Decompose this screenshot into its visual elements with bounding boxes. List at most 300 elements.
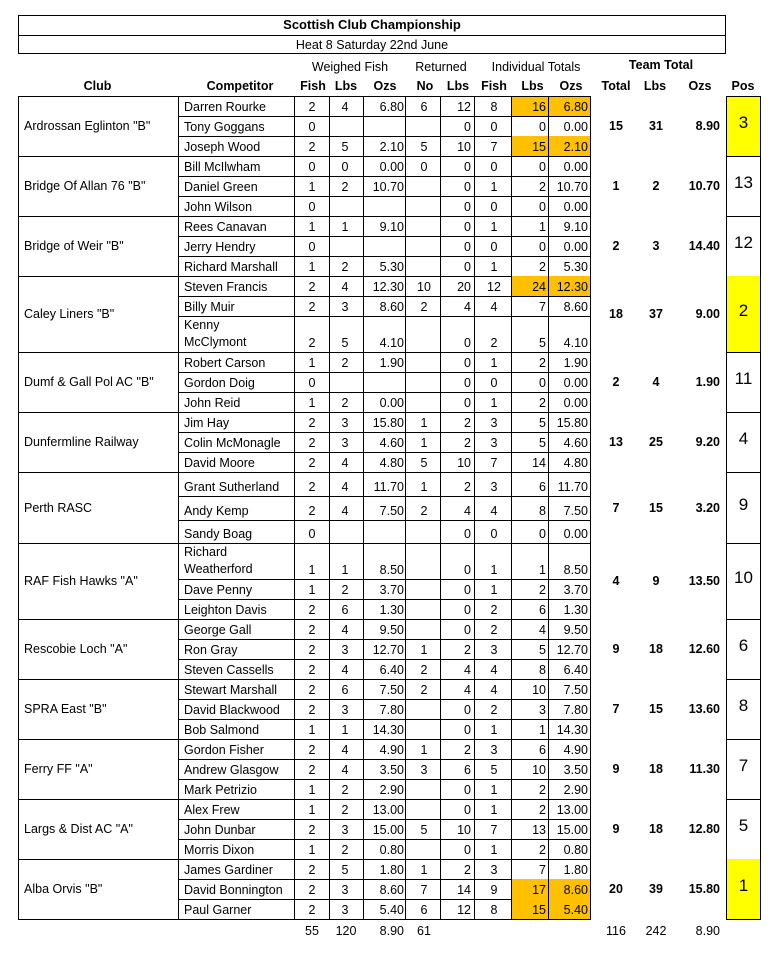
individual-fish: 1 [490,583,498,597]
individual-lbs: 2 [539,356,546,370]
grand-total-no: 61 [417,924,431,938]
returned-no: 0 [420,160,428,174]
individual-ozs: 4.90 [563,743,588,757]
weighed-lbs: 4 [341,623,349,637]
team-total-fish: 2 [612,239,620,253]
row-divider [178,236,590,237]
individual-fish: 7 [490,823,498,837]
position: 7 [738,756,749,775]
row-divider [178,759,590,760]
competitor-name: Morris Dixon [184,843,255,857]
row-divider [178,256,590,257]
returned-lbs: 0 [464,260,471,274]
header-team-total: Team Total [628,58,694,72]
row-divider [178,116,590,117]
club-divider [18,859,591,860]
team-total-ozs: 10.70 [688,179,720,193]
individual-lbs: 1 [539,563,546,577]
column-divider [474,96,475,920]
team-total-lbs: 18 [649,642,663,656]
column-divider [363,96,364,920]
team-total-ozs: 12.80 [688,822,720,836]
weighed-lbs: 3 [341,903,349,917]
row-divider [178,196,590,197]
club-name: Perth RASC [24,500,93,515]
returned-no: 2 [420,663,428,677]
team-total-ozs: 14.40 [688,239,720,253]
weighed-lbs: 1 [341,563,349,577]
team-total-lbs: 37 [649,307,663,321]
team-total-lbs: 25 [649,435,663,449]
weighed-ozs: 7.50 [379,683,404,697]
header-total: Total [601,79,631,93]
weighed-ozs: 1.80 [379,863,404,877]
individual-lbs: 0 [539,120,546,134]
header-lbs-team: Lbs [643,79,667,93]
weighed-fish: 2 [308,643,316,657]
weighed-lbs: 5 [341,336,349,350]
header-ozs: Ozs [373,79,397,93]
weighed-lbs: 4 [341,743,349,757]
competitor-name: David Bonnington [184,883,283,897]
individual-ozs: 1.90 [563,356,588,370]
header-lbs-ind: Lbs [521,79,544,93]
pos-divider [726,156,761,157]
sheet-title: Scottish Club Championship [283,17,461,32]
individual-fish: 0 [490,200,498,214]
returned-lbs: 4 [464,683,471,697]
team-total-lbs: 15 [649,500,663,515]
row-divider [178,452,590,453]
returned-no: 3 [420,763,428,777]
grand-total-ozs: 8.90 [379,924,404,938]
returned-lbs: 10 [457,140,471,154]
individual-ozs: 9.10 [563,220,588,234]
competitor-name: Ron Gray [184,643,238,657]
team-total-lbs: 2 [652,179,660,193]
weighed-fish: 0 [308,120,316,134]
returned-lbs: 4 [464,504,471,518]
row-divider [178,392,590,393]
weighed-fish: 2 [308,623,316,637]
weighed-ozs: 2.90 [379,783,404,797]
weighed-ozs: 4.60 [379,436,404,450]
competitor-name: Sandy Boag [184,527,253,541]
row-divider [178,520,590,521]
returned-lbs: 0 [464,356,471,370]
weighed-ozs: 0.00 [379,160,404,174]
individual-ozs: 0.00 [563,527,588,541]
individual-fish: 3 [490,416,498,430]
weighed-fish: 2 [308,436,316,450]
individual-fish: 3 [490,643,498,657]
individual-ozs: 6.40 [563,663,588,677]
competitor-name: Alex Frew [184,803,240,817]
individual-lbs: 2 [539,396,546,410]
club-name: Dumf & Gall Pol AC "B" [24,375,154,389]
weighed-ozs: 12.70 [372,643,404,657]
individual-lbs: 6 [539,480,546,494]
individual-lbs: 7 [539,300,546,314]
weighed-fish: 2 [308,416,316,430]
individual-ozs: 7.50 [563,504,588,518]
individual-lbs: 15 [532,903,546,917]
individual-lbs: 4 [539,623,546,637]
individual-fish: 1 [490,220,498,234]
individual-fish: 1 [490,563,498,577]
competitor-name: Steven Francis [184,280,268,294]
individual-fish: 0 [490,376,498,390]
returned-lbs: 0 [464,376,471,390]
weighed-ozs: 8.60 [379,883,404,897]
club-name: RAF Fish Hawks "A" [24,574,138,588]
returned-no: 2 [420,504,428,518]
club-name: Alba Orvis "B" [24,882,103,896]
weighed-lbs: 3 [341,300,349,314]
row-divider [178,639,590,640]
individual-fish: 7 [490,456,498,470]
competitor-name: John Wilson [184,200,253,214]
weighed-fish: 0 [308,376,316,390]
individual-lbs: 0 [539,527,546,541]
team-total-ozs: 1.90 [695,375,720,389]
competitor-name: Billy Muir [184,300,235,314]
competitor-name-2: Weatherford [184,562,253,576]
team-total-lbs: 31 [649,119,663,133]
table-top-border [18,96,591,97]
individual-fish: 1 [490,723,498,737]
competitor-name: David Moore [184,456,255,470]
returned-lbs: 2 [464,480,471,494]
weighed-lbs: 3 [341,883,349,897]
individual-fish: 1 [490,260,498,274]
competitor-name: Paul Garner [184,903,252,917]
returned-lbs: 0 [464,200,471,214]
weighed-lbs: 3 [341,436,349,450]
individual-lbs: 7 [539,863,546,877]
individual-lbs: 1 [539,220,546,234]
individual-ozs: 2.10 [563,140,588,154]
position: 8 [738,696,749,715]
column-divider [511,96,512,920]
club-divider [18,472,591,473]
header-ozs-team: Ozs [688,79,712,93]
grand-team-total: 116 [606,924,626,938]
weighed-ozs: 7.80 [379,703,404,717]
individual-lbs: 24 [532,280,546,294]
club-divider [18,739,591,740]
returned-lbs: 0 [464,563,471,577]
row-divider [178,579,590,580]
returned-no: 6 [420,903,428,917]
weighed-ozs: 14.30 [372,723,404,737]
team-total-ozs: 3.20 [695,500,720,515]
returned-lbs: 4 [464,663,471,677]
individual-lbs: 0 [539,200,546,214]
row-divider [178,819,590,820]
weighed-lbs: 2 [341,396,349,410]
returned-lbs: 0 [464,703,471,717]
competitor-name: Rees Canavan [184,220,267,234]
competitor-name: Grant Sutherland [184,480,280,494]
pos-divider [726,352,761,353]
returned-lbs: 0 [464,527,471,541]
returned-lbs: 2 [464,416,471,430]
individual-lbs: 3 [539,703,546,717]
individual-lbs: 2 [539,843,546,857]
individual-ozs: 8.50 [563,563,588,577]
competitor-name: Gordon Fisher [184,743,264,757]
position: 5 [738,816,749,835]
returned-no: 7 [420,883,428,897]
row-divider [178,372,590,373]
competitor-name: Bill McIlwham [184,160,261,174]
individual-fish: 3 [490,863,498,877]
position: 9 [738,494,749,514]
weighed-lbs: 6 [341,683,349,697]
individual-lbs: 17 [532,883,546,897]
weighed-fish: 2 [308,140,316,154]
club-name: Dunfermline Railway [24,435,139,449]
individual-ozs: 11.70 [557,480,588,494]
weighed-lbs: 2 [341,260,349,274]
team-total-fish: 20 [609,882,623,896]
team-total-fish: 18 [609,307,623,321]
column-divider [178,96,179,920]
team-total-fish: 13 [609,435,623,449]
competitor-name: Daniel Green [184,180,258,194]
returned-lbs: 0 [464,803,471,817]
returned-no: 6 [420,100,428,114]
returned-no: 1 [420,480,428,494]
weighed-ozs: 13.00 [372,803,404,817]
returned-lbs: 0 [464,583,471,597]
weighed-fish: 2 [308,663,316,677]
competitor-name: Kenny [184,318,220,332]
weighed-ozs: 7.50 [379,504,404,518]
returned-lbs: 10 [457,456,471,470]
competitor-name: Jim Hay [184,416,230,430]
returned-no: 1 [420,743,428,757]
competitor-name: Andrew Glasgow [184,763,279,777]
individual-lbs: 0 [539,240,546,254]
team-total-fish: 1 [612,179,620,193]
competitor-name: Darren Rourke [184,100,266,114]
individual-ozs: 5.30 [563,260,588,274]
individual-ozs: 0.00 [563,160,588,174]
row-divider [178,699,590,700]
weighed-fish: 0 [308,240,316,254]
weighed-fish: 2 [308,703,316,717]
club-name: SPRA East "B" [24,702,107,716]
weighed-ozs: 12.30 [372,280,404,294]
individual-fish: 1 [490,803,498,817]
weighed-fish: 1 [308,723,316,737]
individual-lbs: 10 [532,763,546,777]
competitor-name: Steven Cassells [184,663,274,677]
weighed-ozs: 10.70 [372,180,404,194]
team-total-lbs: 4 [652,375,660,389]
column-divider [405,96,406,920]
individual-ozs: 0.00 [563,200,588,214]
team-total-ozs: 13.50 [688,574,720,588]
weighed-fish: 2 [308,903,316,917]
club-divider [18,276,591,277]
grand-team-lbs: 242 [645,924,667,938]
weighed-fish: 2 [308,603,316,617]
individual-fish: 0 [490,240,498,254]
weighed-fish: 2 [308,280,316,294]
weighed-fish: 1 [308,180,316,194]
individual-fish: 1 [490,843,498,857]
weighed-ozs: 9.10 [379,220,404,234]
individual-fish: 1 [490,783,498,797]
header-club: Club [83,79,112,93]
individual-ozs: 1.80 [563,863,588,877]
row-divider [178,176,590,177]
club-name: Rescobie Loch "A" [24,642,128,656]
position: 11 [734,369,753,388]
weighed-fish: 1 [308,783,316,797]
team-total-lbs: 18 [649,762,663,776]
individual-lbs: 6 [539,743,546,757]
pos-divider [726,619,761,620]
team-total-fish: 9 [612,642,620,656]
weighed-lbs: 4 [341,456,349,470]
weighed-ozs: 3.50 [379,763,404,777]
team-total-lbs: 3 [652,239,660,253]
competitor-name: David Blackwood [184,703,280,717]
individual-fish: 2 [490,336,498,350]
returned-lbs: 12 [457,100,471,114]
competitor-name: Tony Goggans [184,120,265,134]
individual-ozs: 5.40 [563,903,588,917]
returned-no: 1 [420,436,428,450]
weighed-lbs: 2 [341,843,349,857]
individual-fish: 0 [490,160,498,174]
weighed-fish: 0 [308,200,316,214]
weighed-fish: 2 [308,683,316,697]
pos-divider [726,543,761,544]
sheet-subtitle: Heat 8 Saturday 22nd June [295,38,449,52]
returned-lbs: 0 [464,120,471,134]
weighed-ozs: 6.40 [379,663,404,677]
individual-ozs: 4.10 [563,336,588,350]
individual-fish: 3 [490,436,498,450]
weighed-fish: 2 [308,823,316,837]
weighed-ozs: 2.10 [379,140,404,154]
individual-ozs: 7.50 [563,683,588,697]
competitor-name: John Reid [184,396,241,410]
individual-lbs: 10 [532,683,546,697]
individual-lbs: 0 [539,376,546,390]
individual-fish: 9 [490,883,498,897]
row-divider [178,432,590,433]
returned-lbs: 0 [464,240,471,254]
weighed-lbs: 5 [341,140,349,154]
weighed-fish: 1 [308,843,316,857]
returned-lbs: 2 [464,743,471,757]
individual-lbs: 8 [539,504,546,518]
individual-fish: 7 [490,140,498,154]
team-total-ozs: 12.60 [688,642,720,656]
weighed-lbs: 2 [341,180,349,194]
individual-fish: 5 [490,763,498,777]
competitor-name: Jerry Hendry [184,240,256,254]
individual-lbs: 5 [539,643,546,657]
individual-lbs: 8 [539,663,546,677]
club-name: Ferry FF "A" [24,762,93,776]
team-total-fish: 7 [612,702,620,716]
individual-ozs: 15.00 [556,823,588,837]
team-total-fish: 15 [609,119,623,133]
club-divider [18,543,591,544]
competitor-name: John Dunbar [184,823,256,837]
row-divider [178,316,590,317]
weighed-fish: 1 [308,356,316,370]
individual-ozs: 0.80 [563,843,588,857]
weighed-ozs: 4.10 [379,336,404,350]
column-divider [440,96,441,920]
individual-fish: 4 [490,504,498,518]
individual-lbs: 2 [539,180,546,194]
pos-divider [726,679,761,680]
weighed-fish: 0 [308,527,316,541]
individual-ozs: 3.70 [563,583,588,597]
returned-lbs: 12 [457,903,471,917]
individual-fish: 1 [490,356,498,370]
header-weighed-fish: Weighed Fish [311,60,389,74]
individual-ozs: 4.80 [563,456,588,470]
position: 13 [734,173,753,192]
row-divider [178,839,590,840]
weighed-fish: 2 [308,504,316,518]
team-total-ozs: 9.20 [695,435,720,449]
weighed-fish: 2 [308,883,316,897]
competitor-name: Richard [184,545,228,559]
pos-left-border [726,96,727,920]
column-divider [329,96,330,920]
team-total-lbs: 39 [649,882,663,896]
team-total-fish: 2 [612,375,620,389]
returned-no: 5 [420,140,428,154]
returned-lbs: 0 [464,220,471,234]
team-total-fish: 9 [612,822,620,836]
weighed-lbs: 4 [341,280,349,294]
row-divider [178,496,590,497]
returned-lbs: 6 [464,763,471,777]
weighed-lbs: 2 [341,803,349,817]
pos-divider [726,919,761,920]
competitor-name: Mark Petrizio [184,783,257,797]
club-name: Ardrossan Eglinton "B" [24,119,151,133]
pos-divider [726,799,761,800]
returned-lbs: 0 [464,843,471,857]
individual-fish: 3 [490,480,498,494]
individual-fish: 2 [490,703,498,717]
weighed-lbs: 4 [341,763,349,777]
individual-fish: 8 [490,100,498,114]
returned-lbs: 0 [464,396,471,410]
pos-divider [726,216,761,217]
competitor-name: Dave Penny [184,583,253,597]
weighed-fish: 1 [308,260,316,274]
returned-no: 1 [420,643,428,657]
team-total-lbs: 18 [649,822,663,836]
weighed-lbs: 1 [341,723,349,737]
weighed-fish: 1 [308,396,316,410]
returned-lbs: 2 [464,436,471,450]
